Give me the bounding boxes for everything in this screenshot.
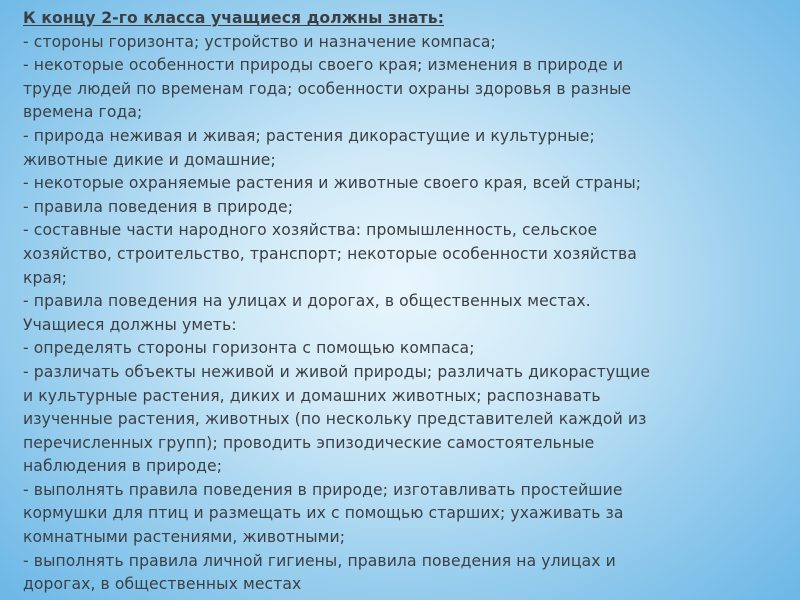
text-line: кормушки для птиц и размещать их с помощью старших; ухаживать за: [23, 504, 624, 523]
text-line: и культурные растения, диких и домашних животных; распознавать: [23, 386, 601, 405]
text-line: изученные растения, животных (по нескольку представителей каждой из: [23, 410, 647, 429]
text-line: времена года;: [23, 103, 143, 122]
subheading-line: Учащиеся должны уметь:: [23, 315, 237, 334]
text-line: - составные части народного хозяйства: промышленность, сельское: [23, 221, 598, 240]
text-line: наблюдения в природе;: [23, 457, 223, 476]
text-line: - правила поведения на улицах и дорогах, в общественных местах.: [23, 292, 591, 311]
text-line: перечисленных групп); проводить эпизодические самостоятельные: [23, 433, 595, 452]
section-heading: К концу 2-го класса учащиеся должны знать:: [23, 9, 445, 27]
text-line: - некоторые охраняемые растения и животные своего края, всей страны;: [23, 174, 642, 193]
text-line: - природа неживая и живая; растения дикорастущие и культурные;: [23, 126, 595, 145]
text-line: - правила поведения в природе;: [23, 197, 294, 216]
text-line: хозяйство, строительство, транспорт; некоторые особенности хозяйства: [23, 244, 637, 263]
text-line: дорогах, в общественных местах: [23, 575, 302, 594]
text-line: - стороны горизонта; устройство и назначение компаса;: [23, 32, 496, 51]
text-line: комнатными растениями, животными;: [23, 528, 346, 547]
text-line: труде людей по временам года; особенности охраны здоровья в разные: [23, 79, 632, 98]
text-line: - различать объекты неживой и живой природы; различать дикорастущие: [23, 362, 651, 381]
text-line: - выполнять правила поведения в природе; изготавливать простейшие: [23, 480, 623, 499]
text-line: края;: [23, 268, 68, 287]
slide-text-block: [23, 7, 780, 600]
text-line: - некоторые особенности природы своего края; изменения в природе и: [23, 56, 624, 75]
text-line: - выполнять правила личной гигиены, правила поведения на улицах и: [23, 551, 616, 570]
text-line: животные дикие и домашние;: [23, 150, 276, 169]
text-line: - определять стороны горизонта с помощью компаса;: [23, 339, 475, 358]
